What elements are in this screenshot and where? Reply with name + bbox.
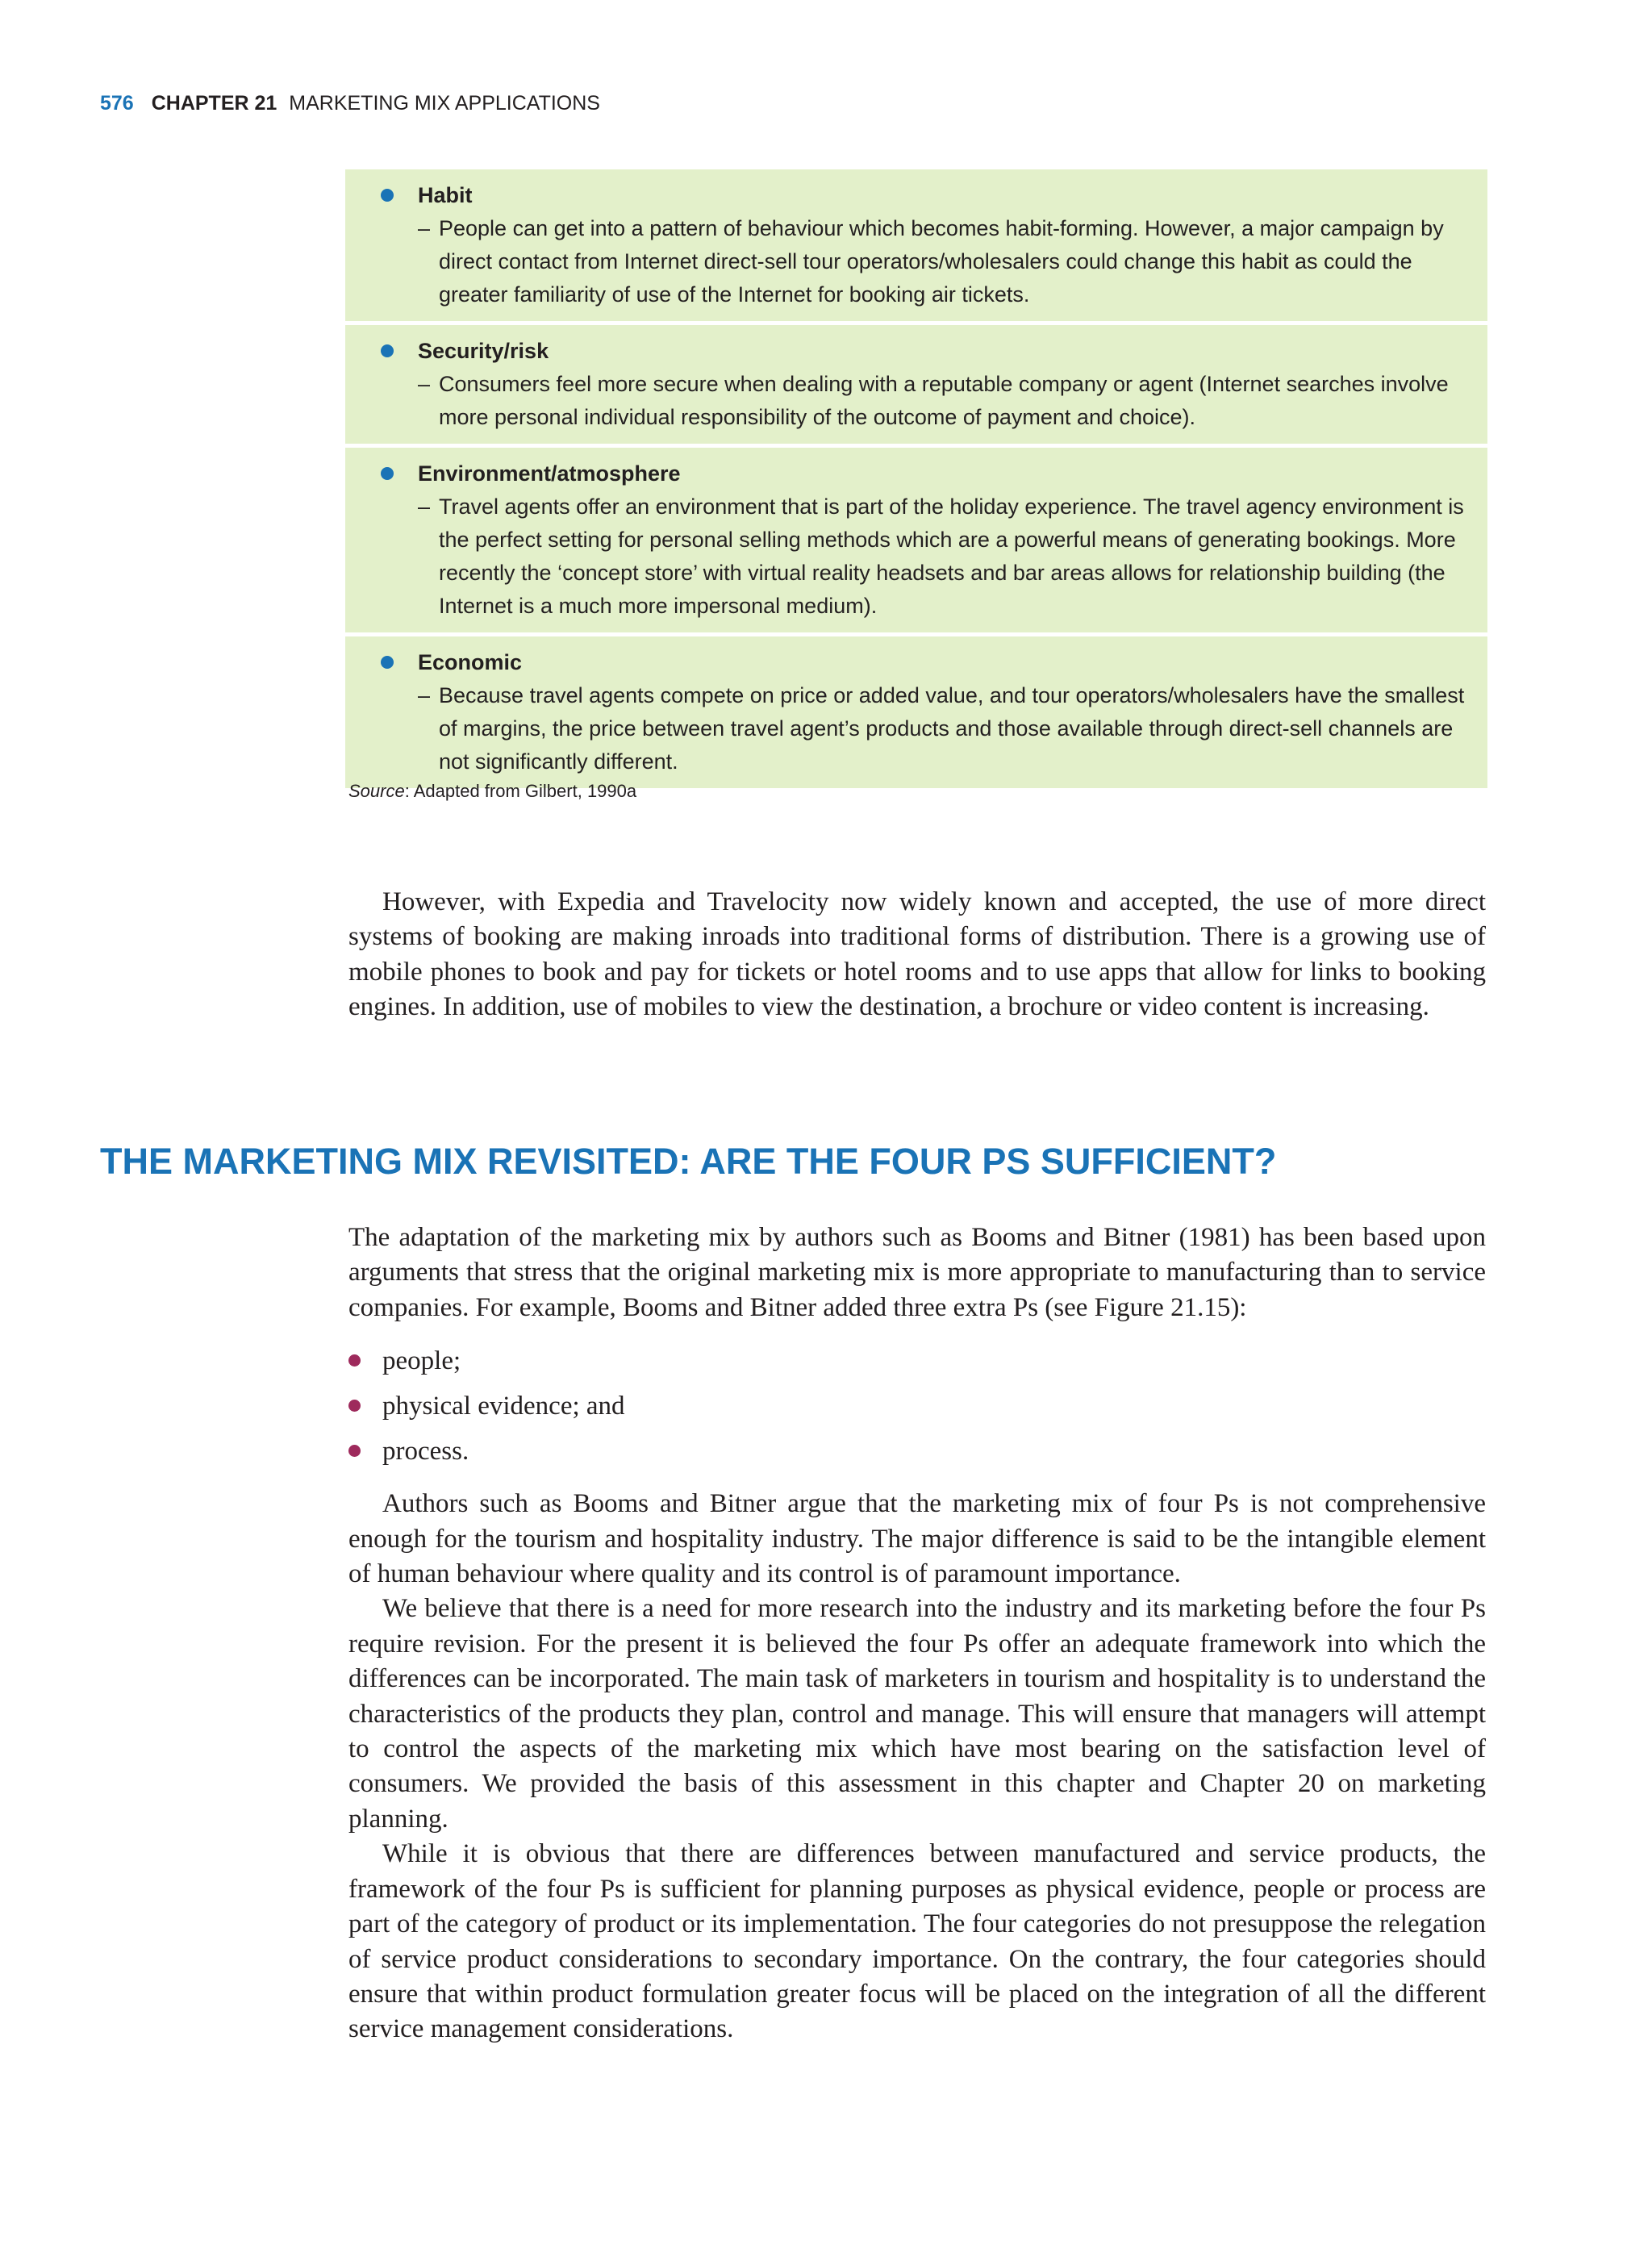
- box-section-environment: [345, 448, 1487, 632]
- factors-box: [345, 169, 1487, 792]
- list-item: [348, 1338, 1486, 1383]
- list-item-text: process.: [382, 1437, 469, 1467]
- bullet-icon: [381, 656, 394, 669]
- intro-paragraph: However, with Expedia and Travelocity now widely known and accepted, the use of more direct systems of booking are making inroads into traditional forms of distribution. There is a growing use of mobile phones to book and pay for tickets or hotel rooms and to use apps that allow for links to booking engines. In addition, use of mobiles to view the destination, a brochure or video content is increasing.: [348, 887, 1486, 1022]
- list-item-text: physical evidence; and: [382, 1392, 625, 1421]
- bullet-icon: [381, 344, 394, 357]
- box-text: People can get into a pattern of behaviour which becomes habit-forming. However, a major campaign by direct contact from Internet direct-sell tour operators/wholesalers could change this habit as could the greater familiarity of use of the Internet for booking air tickets.: [439, 216, 1444, 307]
- dash-marker: –: [418, 216, 431, 240]
- box-section-security: [345, 325, 1487, 444]
- box-heading: Habit: [418, 183, 473, 207]
- paragraph: The adaptation of the marketing mix by authors such as Booms and Bitner (1981) has been based upon arguments that stress that the original marketing mix is more appropriate to manufacturing than to service companies. For example, Booms and Bitner added three extra Ps (see Figure 21.15):: [348, 1223, 1486, 1322]
- section-heading: THE MARKETING MIX REVISITED: ARE THE FOUR PS SUFFICIENT?: [100, 1141, 1277, 1182]
- chapter-title: MARKETING MIX APPLICATIONS: [289, 92, 600, 115]
- source-label: Source: [348, 781, 405, 801]
- source-text: : Adapted from Gilbert, 1990a: [404, 781, 637, 801]
- page-number: 576: [100, 92, 134, 115]
- running-head: [100, 89, 600, 118]
- chapter-label: CHAPTER 21: [151, 92, 277, 115]
- dash-marker: –: [418, 372, 431, 396]
- list-item: [348, 1383, 1486, 1429]
- source-note: [348, 779, 636, 803]
- box-section-economic: [345, 636, 1487, 788]
- box-text: Consumers feel more secure when dealing with a reputable company or agent (Internet searches involve more personal individual responsibility of the outcome of payment and choice).: [439, 372, 1449, 429]
- box-text: Travel agents offer an environment that is part of the holiday experience. The travel agency environment is the perfect setting for personal selling methods which are a powerful means of generating bookings. More recently the ‘concept store’ with virtual reality headsets and bar areas allows for relationship building (the Internet is a much more impersonal medium).: [439, 494, 1464, 618]
- box-heading: Economic: [418, 650, 523, 674]
- paragraph: While it is obvious that there are differences between manufactured and service products, the framework of the four Ps is sufficient for planning purposes as physical evidence, people or process are part of the category of product or its implementation. The four categories do not presuppose the relegation of service product considerations to secondary importance. On the contrary, the four categories should ensure that within product formulation greater focus will be placed on the integration of all the different service management considerations.: [348, 1839, 1486, 2044]
- bullet-icon: [348, 1445, 361, 1457]
- bullet-icon: [381, 467, 394, 480]
- bullet-icon: [348, 1400, 361, 1412]
- list-item-text: people;: [382, 1346, 461, 1376]
- box-heading: Environment/atmosphere: [418, 461, 681, 486]
- paragraph: We believe that there is a need for more research into the industry and its marketing before the four Ps require revision. For the present it is believed the four Ps offer an adequate framework into which the differences can be incorporated. The main task of marketers in tourism and hospitality is to understand the characteristics of the products they plan, control and manage. This will ensure that managers will attempt to control the aspects of the marketing mix which have most bearing on the satisfaction level of consumers. We provided the basis of this assessment in this chapter and Chapter 20 on marketing planning.: [348, 1594, 1486, 1834]
- box-section-habit: [345, 169, 1487, 321]
- bullet-icon: [348, 1354, 361, 1367]
- box-heading: Security/risk: [418, 339, 549, 363]
- dash-marker: –: [418, 494, 431, 519]
- intro-block: [348, 885, 1486, 1025]
- paragraph: Authors such as Booms and Bitner argue that the marketing mix of four Ps is not comprehensive enough for the tourism and hospitality industry. The major difference is said to be the intangible element of human behaviour where quality and its control is of paramount importance.: [348, 1489, 1486, 1589]
- extra-ps-list: [348, 1338, 1486, 1474]
- section-body: [348, 1221, 1486, 2047]
- bullet-icon: [381, 189, 394, 202]
- dash-marker: –: [418, 683, 431, 707]
- list-item: [348, 1429, 1486, 1474]
- box-text: Because travel agents compete on price or added value, and tour operators/wholesalers have the smallest of margins, the price between travel agent’s products and those available through direct-sell channels are not significantly different.: [439, 683, 1465, 774]
